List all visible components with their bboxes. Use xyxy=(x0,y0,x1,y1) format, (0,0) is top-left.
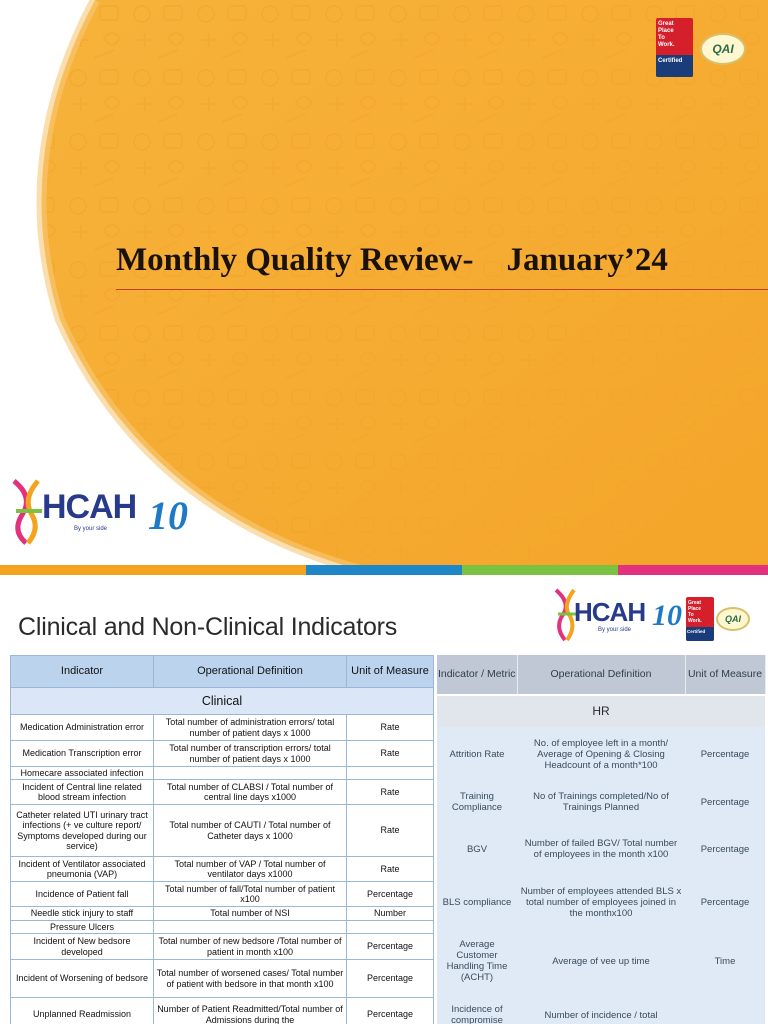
table-cell: Pressure Ulcers xyxy=(11,921,154,934)
table-cell: No of Trainings completed/No of Trainings Planned xyxy=(517,781,685,823)
table-cell: Rate xyxy=(347,857,434,882)
column-header-definition: Operational Definition xyxy=(154,656,347,688)
column-header-unit: Unit of Measure xyxy=(685,655,765,695)
table-row xyxy=(11,921,434,934)
table-row xyxy=(11,907,434,921)
table-cell: BLS compliance xyxy=(437,875,517,929)
table-row xyxy=(437,727,765,781)
badge-text: To xyxy=(658,35,665,41)
table-cell: Number of incidence / total xyxy=(517,993,685,1024)
badge-text: Great xyxy=(658,21,674,27)
table-row xyxy=(11,805,434,857)
table-cell: Percentage xyxy=(685,781,765,823)
table-cell: Incidence of compromise xyxy=(437,993,517,1024)
table-cell: Rate xyxy=(347,805,434,857)
table-cell: Time xyxy=(685,929,765,993)
great-place-to-work-badge xyxy=(686,597,714,641)
table-row xyxy=(11,960,434,998)
column-header-unit: Unit of Measure xyxy=(347,656,434,688)
title-underline xyxy=(116,289,768,290)
table-row xyxy=(437,929,765,993)
column-header-definition: Operational Definition xyxy=(517,655,685,695)
badge-text: Place xyxy=(658,28,674,34)
ten-years-mark: 10 xyxy=(652,599,682,632)
table-cell: Incident of Central line related blood stream infection xyxy=(11,780,154,805)
column-header-indicator: Indicator xyxy=(11,656,154,688)
slide-heading: Clinical and Non-Clinical Indicators xyxy=(18,613,398,641)
badge-text: To xyxy=(688,612,694,618)
hcah-wordmark: HCAH xyxy=(574,597,646,627)
qai-badge: QAI xyxy=(700,33,746,65)
table-cell: Percentage xyxy=(347,960,434,998)
hr-indicators-table xyxy=(437,655,766,1024)
table-row xyxy=(437,875,765,929)
table-cell: Incidence of Patient fall xyxy=(11,882,154,907)
great-place-to-work-badge xyxy=(656,18,693,77)
qai-badge: QAI xyxy=(716,607,750,631)
column-header-indicator: Indicator / Metric xyxy=(437,655,517,695)
badge-text: Work. xyxy=(688,618,702,624)
table-cell: No. of employee left in a month/ Average of Opening & Closing Headcount of a month*100 xyxy=(517,727,685,781)
table-cell: Percentage xyxy=(347,998,434,1024)
logo-tagline: By your side xyxy=(598,627,632,633)
table-cell: Total number of fall/Total number of patient x100 xyxy=(154,882,347,907)
table-cell: Total number of worsened cases/ Total number of patient with bedsore in that month x100 xyxy=(154,960,347,998)
table-cell: Homecare associated infection xyxy=(11,767,154,780)
table-cell: Number of employees attended BLS x total number of employees joined in the monthx100 xyxy=(517,875,685,929)
table-cell: Total number of CAUTI / Total number of Catheter days x 1000 xyxy=(154,805,347,857)
table-cell: Percentage xyxy=(347,882,434,907)
table-cell: Rate xyxy=(347,741,434,767)
badge-text: Great xyxy=(688,600,702,606)
table-row xyxy=(11,741,434,767)
table-cell: Rate xyxy=(347,780,434,805)
badge-text: Place xyxy=(688,606,702,612)
table-cell: Total number of new bedsore /Total number of patient in month x100 xyxy=(154,934,347,960)
table-cell: Percentage xyxy=(347,934,434,960)
table-cell: Total number of transcription errors/ total number of patient days x 1000 xyxy=(154,741,347,767)
color-strip xyxy=(0,565,768,575)
table-row xyxy=(11,882,434,907)
table-cell: Catheter related UTI urinary tract infections (+ ve culture report/ Symptoms developed during our service) xyxy=(11,805,154,857)
table-cell xyxy=(347,767,434,780)
table-cell: Number of failed BGV/ Total number of employees in the month x100 xyxy=(517,823,685,875)
section-header-hr: HR xyxy=(437,695,765,727)
table-cell: Total number of administration errors/ total number of patient days x 1000 xyxy=(154,715,347,741)
table-cell: Medication Administration error xyxy=(11,715,154,741)
table-cell: BGV xyxy=(437,823,517,875)
table-row xyxy=(11,998,434,1024)
clinical-indicators-table xyxy=(10,655,434,1024)
table-row xyxy=(11,767,434,780)
table-cell: Number of Patient Readmitted/Total number of Admissions during the xyxy=(154,998,347,1024)
table-cell: Incident of Worsening of bedsore xyxy=(11,960,154,998)
table-row xyxy=(11,857,434,882)
badge-text: Certified xyxy=(686,627,714,641)
table-cell: Incident of Ventilator associated pneumonia (VAP) xyxy=(11,857,154,882)
table-cell: Average Customer Handling Time (ACHT) xyxy=(437,929,517,993)
table-cell: Total number of NSI xyxy=(154,907,347,921)
table-cell: Training Compliance xyxy=(437,781,517,823)
table-cell: Incident of New bedsore developed xyxy=(11,934,154,960)
hcah-logo xyxy=(552,583,682,645)
table-cell: Number xyxy=(347,907,434,921)
hcah-wordmark: HCAH xyxy=(42,488,137,526)
badge-text: Work. xyxy=(658,42,675,48)
table-cell: Total number of CLABSI / Total number of central line days x1000 xyxy=(154,780,347,805)
slide-title: Monthly Quality Review- January’24 xyxy=(116,242,668,278)
table-cell: Needle stick injury to staff xyxy=(11,907,154,921)
table-cell xyxy=(154,921,347,934)
table-cell: Percentage xyxy=(685,727,765,781)
ten-years-mark: 10 xyxy=(148,493,188,538)
table-cell: Percentage xyxy=(685,823,765,875)
table-cell xyxy=(347,921,434,934)
table-row xyxy=(437,823,765,875)
table-cell: Average of vee up time xyxy=(517,929,685,993)
table-row xyxy=(11,715,434,741)
table-cell: Unplanned Readmission xyxy=(11,998,154,1024)
table-row xyxy=(11,934,434,960)
table-row xyxy=(437,781,765,823)
table-row xyxy=(11,780,434,805)
hcah-logo xyxy=(8,470,193,550)
table-cell: Medication Transcription error xyxy=(11,741,154,767)
table-cell: Total number of VAP / Total number of ventilator days x1000 xyxy=(154,857,347,882)
table-cell: Attrition Rate xyxy=(437,727,517,781)
table-cell xyxy=(685,993,765,1024)
badge-text: Certified xyxy=(656,55,693,77)
table-cell: Percentage xyxy=(685,875,765,929)
section-header-clinical: Clinical xyxy=(11,688,434,715)
table-row xyxy=(437,993,765,1024)
indicators-slide xyxy=(0,575,768,1024)
logo-tagline: By your side xyxy=(74,526,108,532)
table-cell xyxy=(154,767,347,780)
table-cell: Rate xyxy=(347,715,434,741)
